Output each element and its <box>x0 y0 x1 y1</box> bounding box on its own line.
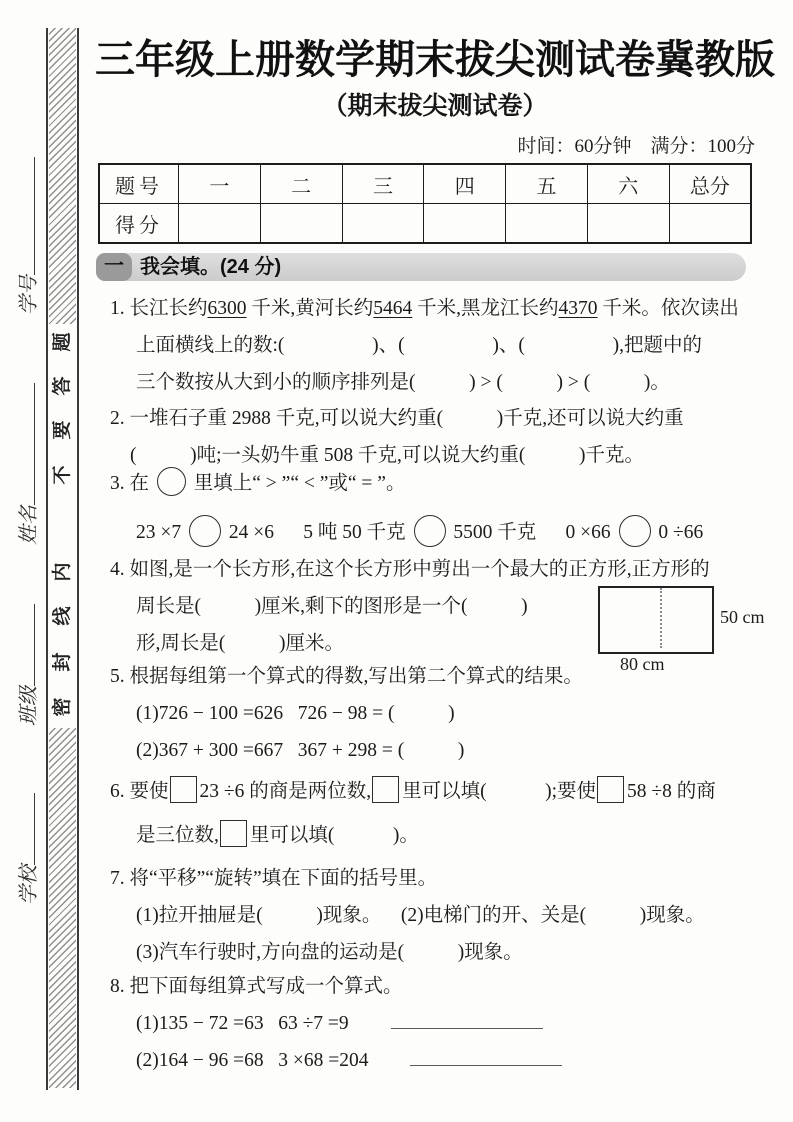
width-dimension-label: 80 cm <box>620 654 665 674</box>
underlined-number: 6300 <box>207 298 247 319</box>
score-table <box>98 163 752 244</box>
comparison-circle <box>189 515 221 547</box>
text: 58 ÷8 的商 <box>627 781 716 802</box>
score-cell <box>587 204 669 244</box>
class-blank <box>15 604 35 686</box>
seal-char: 密 <box>52 697 73 717</box>
question-7-line-3: (3)汽车行驶时,方向盘的运动是( )现象。 <box>136 942 523 963</box>
question-7 <box>98 860 766 971</box>
seal-char: 答 <box>52 376 73 396</box>
school-label: 学校 <box>18 865 40 905</box>
question-5 <box>98 658 766 769</box>
text: 里填上“ > ”“ < ”或“ = ”。 <box>188 473 406 494</box>
text: 千米。依次读出 <box>597 298 739 319</box>
question-3-line-1 <box>98 462 766 506</box>
text: 23 ×7 <box>136 522 186 543</box>
student-name-field <box>12 383 41 545</box>
score-header-cell: 总分 <box>669 164 751 204</box>
question-6-line-2 <box>98 814 766 858</box>
height-dimension-label: 50 cm <box>720 607 765 627</box>
underlined-number: 5464 <box>373 298 413 319</box>
score-header-cell: 六 <box>587 164 669 204</box>
score-cell <box>506 204 588 244</box>
seal-char: 要 <box>52 420 73 440</box>
score-cell <box>342 204 424 244</box>
text: 1. 长江长约 <box>110 298 208 319</box>
section-one-title: 我会填。(24 分) <box>140 256 282 278</box>
text: 23 ÷6 的商是两位数, <box>199 781 372 802</box>
text: 5500 千克 0 ×66 <box>448 522 616 543</box>
score-header-cell: 题号 <box>99 164 179 204</box>
question-4-line-2: 周长是( )厘米,剩下的图形是一个( ) <box>136 596 528 617</box>
score-table-header-row <box>99 164 751 204</box>
score-header-cell: 二 <box>260 164 342 204</box>
seal-hatch-top <box>49 28 76 324</box>
question-8-line-3 <box>98 1042 766 1079</box>
question-8-line-2 <box>98 1005 766 1042</box>
student-name-label: 姓名 <box>18 505 40 545</box>
question-5-line-1: 5. 根据每组第一个算式的得数,写出第二个算式的结果。 <box>110 666 583 687</box>
question-8-line-1: 8. 把下面每组算式写成一个算式。 <box>110 976 403 997</box>
page-subtitle: （期末拔尖测试卷） <box>322 92 548 120</box>
question-3-line-2 <box>98 511 766 555</box>
question-2-line-2: ( )吨;一头奶牛重 508 千克,可以说大约重( )千克。 <box>130 445 645 466</box>
text: 24 ×6 5 吨 50 千克 <box>224 522 411 543</box>
score-row-label: 得分 <box>99 204 179 244</box>
comparison-circle <box>157 467 186 496</box>
text: 3. 在 <box>110 473 154 494</box>
underlined-number: 4370 <box>558 298 598 319</box>
section-one-number-badge: 一 <box>96 253 132 281</box>
seal-char: 封 <box>52 652 73 672</box>
seal-char: 内 <box>52 562 73 582</box>
page-title: 三年级上册数学期末拔尖测试卷冀教版 <box>95 38 775 82</box>
text: 千米,黄河长约 <box>246 298 374 319</box>
question-1 <box>98 290 766 401</box>
seal-char: 不 <box>52 465 73 485</box>
question-1-line-3: 三个数按从大到小的顺序排列是( ) > ( ) > ( )。 <box>136 372 670 393</box>
text: 里可以填( )。 <box>249 825 419 846</box>
text: 千米,黑龙江长约 <box>412 298 559 319</box>
score-cell <box>424 204 506 244</box>
class-field <box>12 604 41 726</box>
question-2-line-1: 2. 一堆石子重 2988 千克,可以说大约重( )千克,还可以说大约重 <box>110 408 684 429</box>
comparison-circle <box>619 515 651 547</box>
seal-hatch-bottom <box>49 728 76 1088</box>
school-field <box>12 793 41 905</box>
student-name-blank <box>15 383 35 505</box>
student-number-blank <box>15 157 35 275</box>
digit-box <box>170 776 197 803</box>
answer-blank-line <box>391 1009 543 1030</box>
text: (1)135 − 72 =63 63 ÷7 =9 <box>136 1013 349 1034</box>
question-8 <box>98 968 766 1079</box>
score-cell <box>669 204 751 244</box>
comparison-circle <box>414 515 446 547</box>
digit-box <box>372 776 399 803</box>
class-label: 班级 <box>18 686 40 726</box>
seal-char: 题 <box>52 332 73 352</box>
question-5-line-3: (2)367 + 300 =667 367 + 298 = ( ) <box>136 740 465 761</box>
question-6 <box>98 770 766 858</box>
time-score-info: 时间：60分钟 满分：100分 <box>517 136 755 157</box>
school-blank <box>15 793 35 865</box>
question-4-line-1: 4. 如图,是一个长方形,在这个长方形中剪出一个最大的正方形,正方形的 <box>110 559 710 580</box>
student-number-label: 学号 <box>18 275 40 315</box>
question-5-line-2: (1)726 − 100 =626 726 − 98 = ( ) <box>136 703 455 724</box>
score-table-score-row <box>99 204 751 244</box>
text: (2)164 − 96 =68 3 ×68 =204 <box>136 1050 369 1071</box>
question-1-line-2: 上面横线上的数:( )、( )、( ),把题中的 <box>136 335 703 356</box>
seal-line-left-rule <box>46 28 48 1090</box>
seal-line-right-rule <box>77 28 79 1090</box>
cut-line-dashed <box>660 588 662 648</box>
answer-blank-line <box>410 1046 562 1067</box>
text: 0 ÷66 <box>653 522 704 543</box>
score-header-cell: 五 <box>506 164 588 204</box>
question-3 <box>98 462 766 555</box>
question-7-line-2: (1)拉开抽屉是( )现象。 (2)电梯门的开、关是( )现象。 <box>136 905 705 926</box>
question-1-line-1 <box>98 290 766 327</box>
digit-box <box>597 776 624 803</box>
score-cell <box>179 204 261 244</box>
digit-box <box>220 820 247 847</box>
score-header-cell: 三 <box>342 164 424 204</box>
score-header-cell: 四 <box>424 164 506 204</box>
text: 里可以填( );要使 <box>402 781 596 802</box>
rectangle-shape <box>598 586 714 654</box>
text: 6. 要使 <box>110 781 169 802</box>
score-header-cell: 一 <box>179 164 261 204</box>
seal-char: 线 <box>52 606 73 626</box>
section-one-bar <box>96 253 746 281</box>
student-number-field <box>12 157 41 315</box>
question-4-line-3: 形,周长是( )厘米。 <box>136 633 344 654</box>
text: 是三位数, <box>136 825 219 846</box>
question-7-line-1: 7. 将“平移”“旋转”填在下面的括号里。 <box>110 868 438 889</box>
question-6-line-1 <box>98 770 766 814</box>
score-cell <box>260 204 342 244</box>
